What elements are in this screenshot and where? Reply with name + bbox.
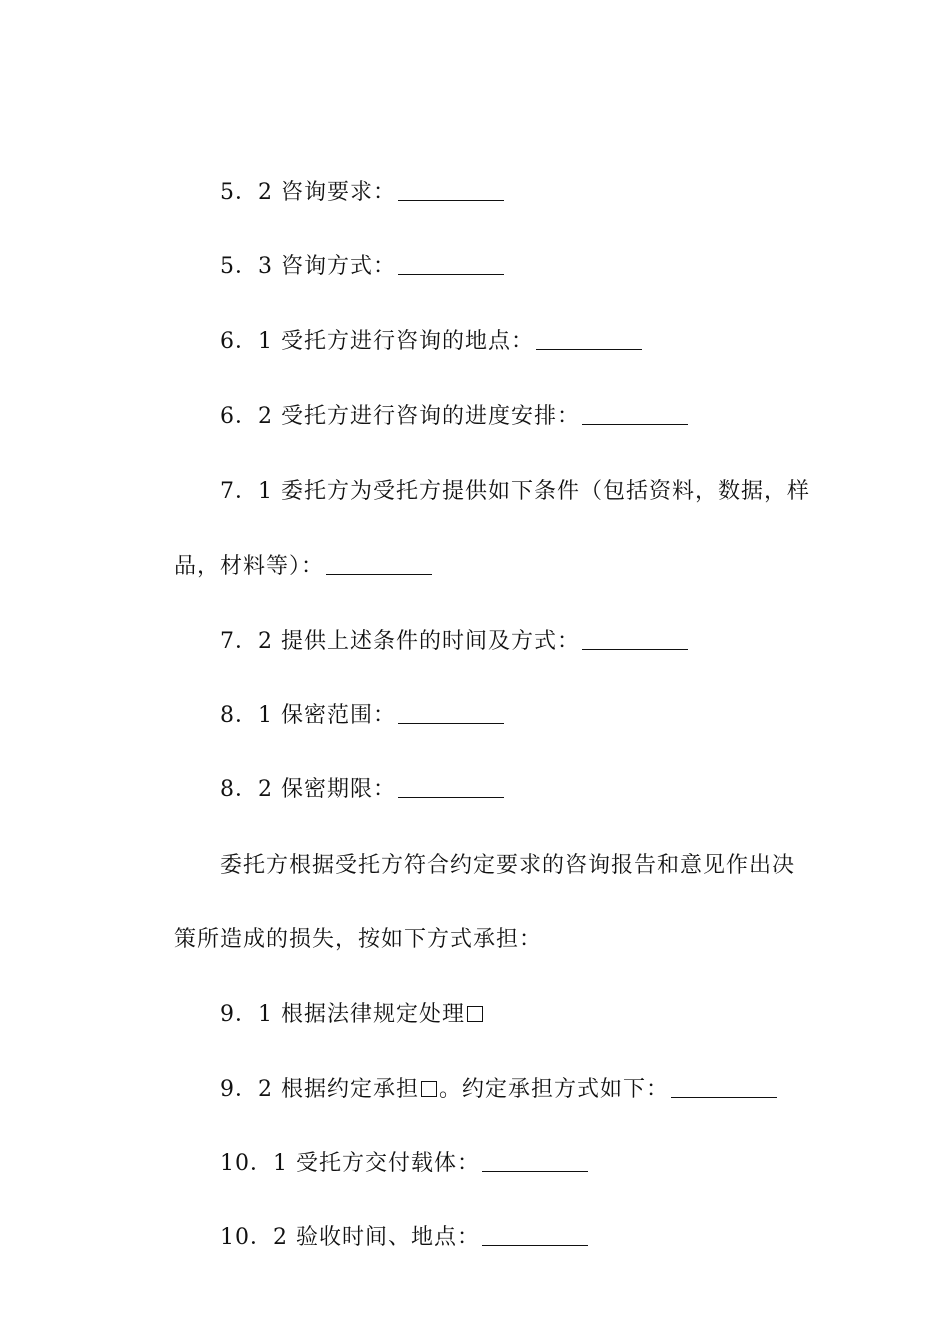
clause-5-2	[192, 133, 892, 205]
fill-blank[interactable]	[671, 1075, 777, 1098]
fill-blank[interactable]	[482, 1223, 588, 1246]
checkbox[interactable]	[421, 1081, 437, 1097]
clause-10-1-label: 10．1 受托方交付载体：	[219, 1151, 480, 1176]
clause-9-2-label: 9．2 根据约定承担	[219, 1077, 419, 1102]
fill-blank[interactable]	[398, 178, 504, 201]
loss-paragraph-text: 委托方根据受托方符合约定要求的咨询报告和意见作出决	[219, 853, 795, 878]
loss-paragraph-line1	[192, 806, 832, 878]
clause-7-1-line2	[146, 507, 846, 579]
fill-blank[interactable]	[398, 701, 504, 724]
fill-blank[interactable]	[582, 627, 688, 650]
clause-5-3	[192, 207, 892, 279]
clause-7-1-line1	[192, 432, 892, 504]
clause-9-1-label: 9．1 根据法律规定处理	[219, 1002, 465, 1027]
clause-6-1	[192, 282, 892, 354]
clause-8-1	[192, 656, 892, 728]
clause-10-2-label: 10．2 验收时间、地点：	[219, 1225, 480, 1250]
clause-10-2	[192, 1178, 892, 1250]
fill-blank[interactable]	[326, 552, 432, 575]
clause-6-2-label: 6．2 受托方进行咨询的进度安排：	[219, 404, 580, 429]
fill-blank[interactable]	[398, 252, 504, 275]
clause-6-2	[192, 357, 892, 429]
fill-blank[interactable]	[582, 402, 688, 425]
clause-10-1	[192, 1104, 892, 1176]
clause-7-2-label: 7．2 提供上述条件的时间及方式：	[219, 629, 580, 654]
loss-paragraph-line2	[146, 880, 846, 952]
clause-5-2-label: 5．2 咨询要求：	[219, 180, 396, 205]
clause-9-2-continued: 。约定承担方式如下：	[438, 1077, 669, 1102]
clause-8-2-label: 8．2 保密期限：	[219, 777, 396, 802]
clause-7-1-continued: 品，材料等）：	[173, 554, 324, 579]
clause-8-2	[192, 730, 892, 802]
fill-blank[interactable]	[536, 327, 642, 350]
loss-paragraph-continued: 策所造成的损失，按如下方式承担：	[173, 927, 542, 952]
fill-blank[interactable]	[482, 1149, 588, 1172]
clause-9-2	[192, 1030, 892, 1102]
clause-5-3-label: 5．3 咨询方式：	[219, 254, 396, 279]
fill-blank[interactable]	[398, 775, 504, 798]
checkbox[interactable]	[467, 1006, 483, 1022]
clause-6-1-label: 6．1 受托方进行咨询的地点：	[219, 329, 534, 354]
clause-7-1-label: 7．1 委托方为受托方提供如下条件（包括资料，数据，样	[219, 479, 810, 504]
clause-8-1-label: 8．1 保密范围：	[219, 703, 396, 728]
clause-9-1	[192, 955, 892, 1027]
clause-7-2	[192, 582, 892, 654]
